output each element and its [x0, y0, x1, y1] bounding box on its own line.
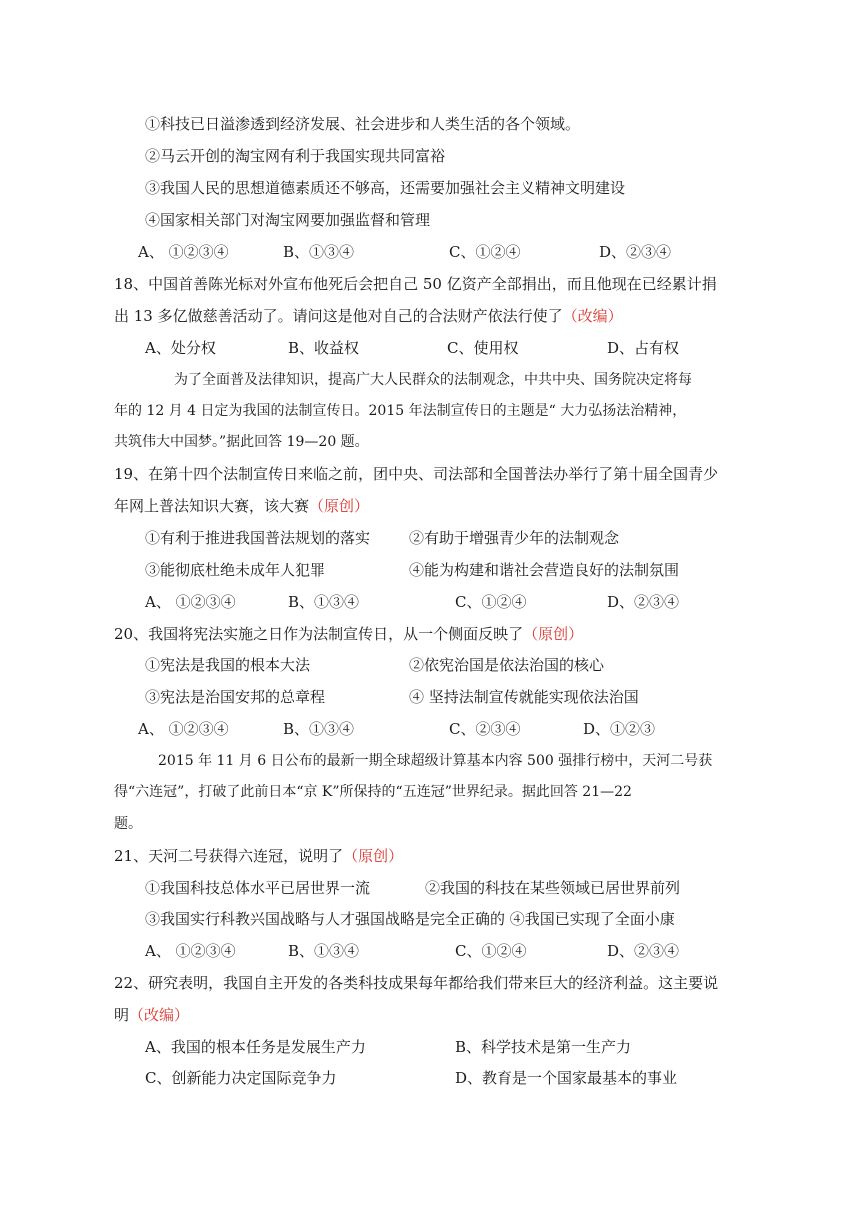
q20-choice-c: C、②③④: [449, 720, 521, 738]
q22-choice-c: C、创新能力决定国际竞争力: [145, 1069, 337, 1087]
q18-choice-a: A、处分权: [145, 339, 216, 357]
q17-choice-a: A、 ①②③④: [138, 243, 229, 261]
q19-option-1: ①有利于推进我国普法规划的落实: [145, 529, 371, 547]
q21-option-3-4: ③我国实行科教兴国战略与人才强国战略是完全正确的 ④我国已实现了全面小康: [145, 910, 675, 928]
q19-choice-a: A、 ①②③④: [145, 593, 236, 611]
q17-option-4: ④国家相关部门对淘宝网要加强监督和管理: [145, 211, 431, 229]
q19-choice-d: D、②③④: [607, 593, 680, 611]
q19-stem-line2: 年网上普法知识大赛，该大赛（原创）: [114, 497, 370, 515]
q21-stem-line1: 21、天河二号获得六连冠，说明了（原创）: [114, 847, 404, 865]
q22-choice-d: D、教育是一个国家最基本的事业: [455, 1069, 678, 1087]
q20-choice-d: D、①②③: [583, 720, 656, 738]
material1-line3: 共筑伟大中国梦。”据此回答 19—20 题。: [114, 434, 369, 450]
q21-source-tag: （原创）: [343, 847, 404, 865]
q19-option-4: ④能为构建和谐社会营造良好的法制氛围: [409, 561, 680, 579]
q20-option-2: ②依宪治国是依法治国的核心: [409, 656, 605, 674]
q20-option-3: ③宪法是治国安邦的总章程: [145, 688, 326, 706]
q21-choice-d: D、②③④: [607, 942, 680, 960]
q19-source-tag: （原创）: [309, 497, 370, 515]
q19-option-3: ③能彻底杜绝未成年人犯罪: [145, 561, 326, 579]
q21-option-1: ①我国科技总体水平已居世界一流: [145, 879, 371, 897]
q20-stem-line1: 20、我国将宪法实施之日作为法制宣传日，从一个侧面反映了（原创）: [114, 625, 584, 643]
material2-line3: 题。: [114, 816, 142, 832]
q18-choice-c: C、使用权: [447, 339, 519, 357]
q21-choice-c: C、①②④: [455, 942, 527, 960]
material2-line2: 得“六连冠”，打破了此前日本“京 K”所保持的“五连冠”世界纪录。据此回答 21—22: [114, 784, 632, 800]
q17-choice-d: D、②③④: [599, 243, 672, 261]
q22-stem-line2: 明（改编）: [114, 1006, 190, 1024]
q18-choice-b: B、收益权: [288, 339, 360, 357]
q18-source-tag: （改编）: [562, 307, 623, 325]
material1-line1: 为了全面普及法律知识，提高广大人民群众的法制观念，中共中央、国务院决定将每: [174, 372, 692, 388]
q22-source-tag: （改编）: [129, 1006, 190, 1024]
q20-source-tag: （原创）: [523, 625, 584, 643]
q21-choice-a: A、 ①②③④: [145, 942, 236, 960]
q17-option-2: ②马云开创的淘宝网有利于我国实现共同富裕: [145, 147, 446, 165]
q21-option-2: ②我国的科技在某些领域已居世界前列: [425, 879, 681, 897]
q18-stem-line2: 出 13 多亿做慈善活动了。请问这是他对自己的合法财产依法行使了（改编）: [114, 307, 623, 325]
q20-choice-b: B、①③④: [283, 720, 355, 738]
q19-stem-line1: 19、在第十四个法制宣传日来临之前，团中央、司法部和全国普法办举行了第十届全国青少: [114, 465, 719, 483]
q18-stem-line1: 18、中国首善陈光标对外宣布他死后会把自己 50 亿资产全部捐出，而且他现在已经累计捐: [114, 275, 717, 293]
q18-choice-d: D、占有权: [607, 339, 680, 357]
q19-choice-c: C、①②④: [455, 593, 527, 611]
q17-choice-b: B、①③④: [283, 243, 355, 261]
q19-option-2: ②有助于增强青少年的法制观念: [409, 529, 620, 547]
q21-choice-b: B、①③④: [288, 942, 360, 960]
q22-choice-a: A、我国的根本任务是发展生产力: [145, 1038, 366, 1056]
q20-option-1: ①宪法是我国的根本大法: [145, 656, 311, 674]
material2-line1: 2015 年 11 月 6 日公布的最新一期全球超级计算基本内容 500 强排行榜中，天河二号获: [158, 753, 713, 769]
q22-stem-line1: 22、研究表明，我国自主开发的各类科技成果每年都给我们带来巨大的经济利益。这主要说: [114, 974, 719, 992]
q17-choice-c: C、①②④: [449, 243, 521, 261]
q20-option-4: ④ 坚持法制宣传就能实现依法治国: [409, 688, 639, 706]
q17-option-1: ①科技已日溢渗透到经济发展、社会进步和人类生活的各个领域。: [145, 115, 581, 133]
q20-choice-a: A、 ①②③④: [138, 720, 229, 738]
q17-option-3: ③我国人民的思想道德素质还不够高，还需要加强社会主义精神文明建设: [145, 179, 626, 197]
q22-choice-b: B、科学技术是第一生产力: [455, 1038, 632, 1056]
material1-line2: 年的 12 月 4 日定为我国的法制宣传日。2015 年法制宣传日的主题是“ 大力弘扬法治精神，: [114, 403, 687, 419]
q19-choice-b: B、①③④: [288, 593, 360, 611]
